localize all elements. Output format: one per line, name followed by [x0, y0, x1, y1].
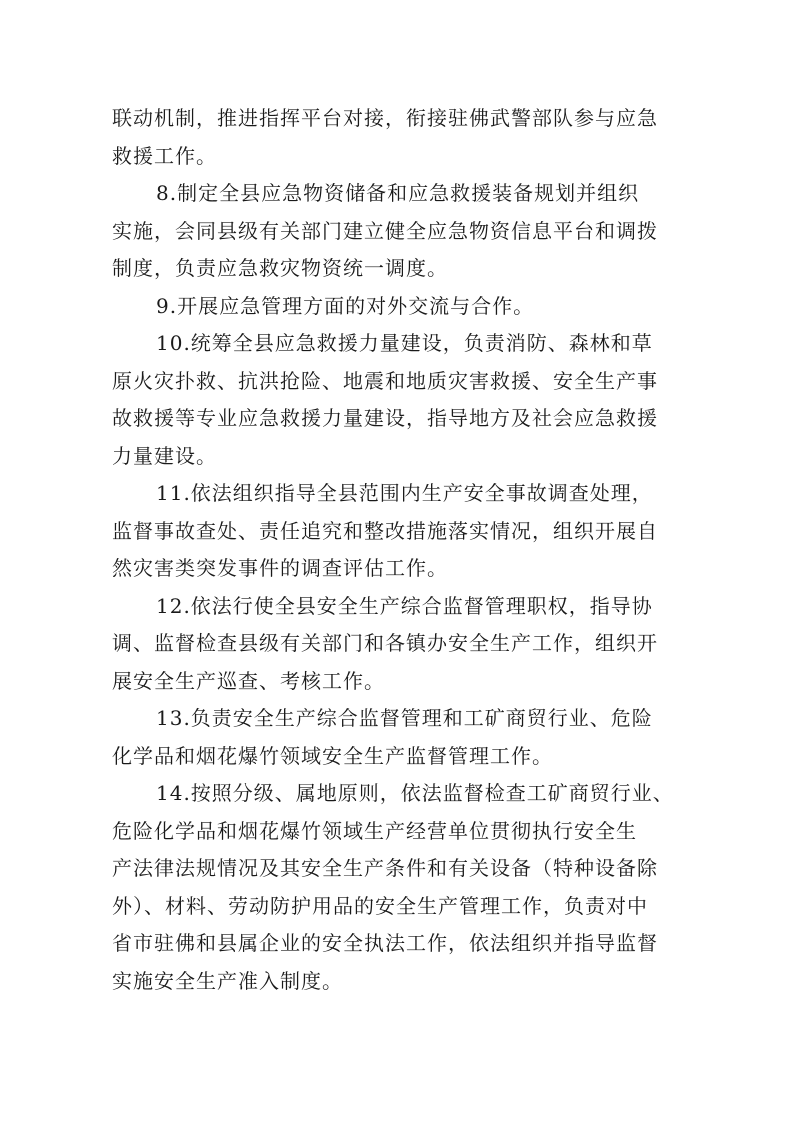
text-line: 然灾害类突发事件的调查评估工作。: [112, 556, 448, 580]
text-line: 产法律法规情况及其安全生产条件和有关设备（特种设备除: [112, 856, 658, 880]
text-line: 联动机制，推进指挥平台对接，衔接驻佛武警部队参与应急: [112, 106, 658, 130]
text-line: 救援工作。: [112, 144, 217, 168]
text-line: 省市驻佛和县属企业的安全执法工作，依法组织并指导监督: [112, 931, 658, 955]
text-line: 12.依法行使全县安全生产综合监督管理职权，指导协: [156, 594, 653, 618]
text-line: 8.制定全县应急物资储备和应急救援装备规划并组织: [156, 181, 640, 205]
text-line: 危险化学品和烟花爆竹领域生产经营单位贯彻执行安全生: [112, 819, 637, 843]
text-line: 力量建设。: [112, 444, 217, 468]
text-line: 制度，负责应急救灾物资统一调度。: [112, 256, 448, 280]
text-line: 实施，会同县级有关部门建立健全应急物资信息平台和调拨: [112, 219, 658, 243]
text-line: 9.开展应急管理方面的对外交流与合作。: [156, 294, 535, 318]
text-line: 原火灾扑救、抗洪抢险、地震和地质灾害救援、安全生产事: [112, 369, 658, 393]
text-line: 展安全生产巡查、考核工作。: [112, 669, 385, 693]
text-line: 外）、材料、劳动防护用品的安全生产管理工作，负责对中: [112, 894, 648, 918]
text-line: 调、监督检查县级有关部门和各镇办安全生产工作，组织开: [112, 631, 658, 655]
text-line: 14.按照分级、属地原则，依法监督检查工矿商贸行业、: [156, 781, 674, 805]
text-line: 实施安全生产准入制度。: [112, 969, 343, 993]
text-line: 化学品和烟花爆竹领域安全生产监督管理工作。: [112, 744, 553, 768]
text-line: 10.统筹全县应急救援力量建设，负责消防、森林和草: [156, 331, 653, 355]
text-line: 11.依法组织指导全县范围内生产安全事故调查处理，: [156, 481, 653, 505]
text-line: 故救援等专业应急救援力量建设，指导地方及社会应急救援: [112, 406, 658, 430]
text-line: 监督事故查处、责任追究和整改措施落实情况，组织开展自: [112, 519, 658, 543]
text-line: 13.负责安全生产综合监督管理和工矿商贸行业、危险: [156, 706, 653, 730]
